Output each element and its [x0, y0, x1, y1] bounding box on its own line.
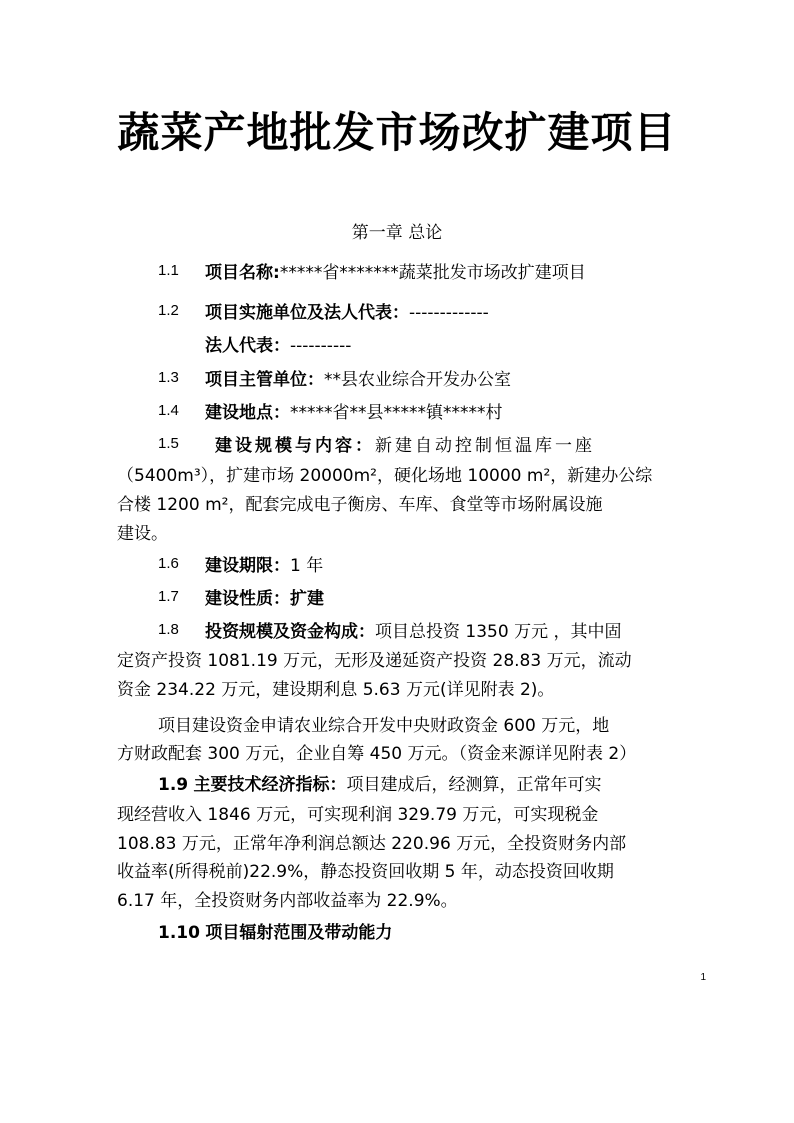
- section-label: 建设地点：: [205, 403, 290, 423]
- section-number-1-6: 1.6: [158, 555, 179, 572]
- section-1-9-line4: 收益率(所得税前)22.9%，静态投资回收期 5 年，动态投资回收期: [117, 862, 614, 882]
- section-number-1-2: 1.2: [158, 302, 179, 319]
- section-value: 扩建: [290, 589, 324, 609]
- section-label: 项目名称:: [205, 263, 280, 283]
- section-1-1: [205, 258, 586, 283]
- section-1-8-para2-line1: 项目建设资金申请农业综合开发中央财政资金 600 万元，地: [158, 716, 610, 736]
- section-number-1-4: 1.4: [158, 402, 179, 419]
- section-1-8-line2: 定资产投资 1081.19 万元，无形及递延资产投资 28.83 万元，流动: [117, 651, 632, 671]
- section-1-7: [205, 584, 324, 609]
- section-label: 项目实施单位及法人代表：: [205, 303, 409, 323]
- section-label: 投资规模及资金构成：: [205, 622, 375, 642]
- section-1-4: [205, 398, 503, 423]
- section-value: *****省**县*****镇*****村: [290, 403, 503, 423]
- section-1-6: [205, 551, 323, 576]
- section-value: -------------: [409, 303, 489, 323]
- legal-rep-label: 法人代表：: [205, 336, 290, 356]
- section-text: 项目建成后，经测算，正常年可实: [346, 775, 602, 795]
- document-title: 蔬菜产地批发市场改扩建项目: [117, 108, 677, 157]
- section-value: *****省*******蔬菜批发市场改扩建项目: [279, 263, 586, 283]
- section-label: 项目主管单位：: [205, 370, 324, 390]
- section-label: 建设规模与内容：: [215, 436, 375, 456]
- section-1-5-line4: 建设。: [117, 524, 168, 544]
- section-1-5-line2: （5400m³），扩建市场 20000m²，硬化场地 10000 m²，新建办公综: [117, 466, 653, 486]
- section-number-1-10: 1.10: [158, 923, 200, 943]
- page-number: 1: [700, 972, 706, 983]
- section-1-8-line3: 资金 234.22 万元，建设期利息 5.63 万元(详见附表 2)。: [117, 680, 555, 700]
- section-1-9-line3: 108.83 万元，正常年净利润总额达 220.96 万元，全投资财务内部: [117, 834, 627, 854]
- section-1-10: [158, 918, 392, 943]
- section-number-1-7: 1.7: [158, 588, 179, 605]
- section-1-9: [158, 770, 602, 795]
- section-number-1-1: 1.1: [158, 262, 179, 279]
- section-number-1-5: 1.5: [158, 435, 179, 452]
- section-1-5-line3: 合楼 1200 m²，配套完成电子衡房、车库、食堂等市场附属设施: [117, 495, 603, 515]
- section-label: 主要技术经济指标：: [193, 775, 347, 795]
- section-value: 1 年: [290, 556, 324, 576]
- legal-rep-line: [205, 331, 351, 356]
- section-1-2: [205, 298, 489, 323]
- section-label: 建设期限：: [205, 556, 290, 576]
- section-value: **县农业综合开发办公室: [324, 370, 511, 390]
- section-label: 建设性质：: [205, 589, 290, 609]
- section-1-5: [215, 431, 595, 456]
- section-1-9-line2: 现经营收入 1846 万元，可实现利润 329.79 万元，可实现税金: [117, 805, 599, 825]
- section-number-1-8: 1.8: [158, 621, 179, 638]
- section-1-8: [205, 617, 621, 642]
- section-1-3: [205, 365, 511, 390]
- section-label: 项目辐射范围及带动能力: [205, 923, 393, 943]
- section-number-1-3: 1.3: [158, 369, 179, 386]
- chapter-heading: 第一章 总论: [351, 223, 443, 243]
- section-1-9-line5: 6.17 年，全投资财务内部收益率为 22.9%。: [117, 891, 458, 911]
- section-number-1-9: 1.9: [158, 775, 189, 795]
- legal-rep-value: ----------: [290, 336, 352, 356]
- section-text: 新建自动控制恒温库一座: [375, 436, 595, 456]
- section-1-8-para2-line2: 方财政配套 300 万元，企业自筹 450 万元。（资金来源详见附表 2）: [117, 744, 637, 764]
- section-text: 项目总投资 1350 万元 ，其中固: [375, 622, 622, 642]
